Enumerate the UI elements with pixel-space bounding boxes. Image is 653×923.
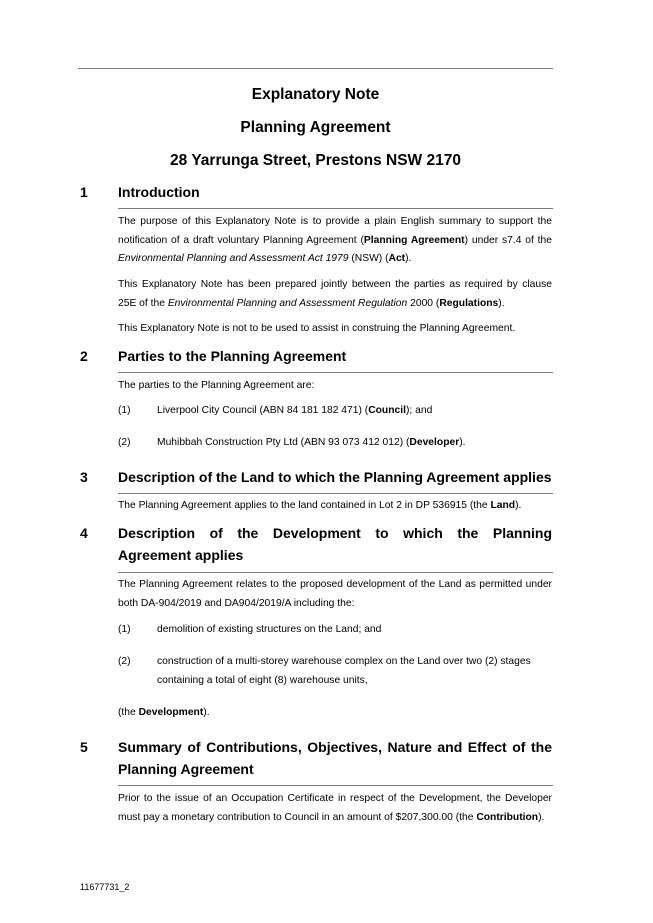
- text-run: Prior to the issue of an Occupation Certificate in respect of the Development, the Developer must pay a monetary contribution to Council in an amount of $207,300.00 (the: [118, 793, 552, 823]
- party-developer: [157, 434, 552, 453]
- text-run: The Planning Agreement applies to the land contained in Lot 2 in DP 536915 (the: [118, 500, 491, 511]
- list-item-number: (2): [118, 437, 131, 448]
- document-title: Explanatory Note: [251, 86, 380, 103]
- top-rule: [78, 68, 553, 69]
- defined-term: Contribution: [476, 811, 539, 823]
- section-4-number: 4: [80, 525, 88, 541]
- defined-term: Planning Agreement: [363, 234, 465, 246]
- section-3-number: 3: [80, 469, 88, 485]
- text-run: ) under s7.4 of the: [464, 234, 552, 246]
- property-address: 28 Yarrunga Street, Prestons NSW 2170: [170, 152, 461, 169]
- section-1-rule: [118, 208, 553, 209]
- section-1-paragraph-2: [118, 276, 552, 313]
- section-5-paragraph: [118, 790, 552, 827]
- section-5-number: 5: [80, 739, 88, 755]
- section-3-paragraph: [118, 497, 552, 516]
- text-run: (NSW) (: [348, 253, 389, 264]
- list-item-number: (1): [118, 405, 131, 416]
- section-2-intro: The parties to the Planning Agreement are:: [118, 380, 315, 391]
- text-run: This Explanatory Note has been prepared jointly between the parties as required by clause 25E of the: [118, 279, 552, 309]
- section-4-title: Description of the Development to which the Planning Agreement applies: [118, 525, 552, 563]
- defined-term: Act: [388, 253, 406, 264]
- section-1-number: 1: [80, 184, 88, 200]
- section-5-rule: [118, 785, 553, 786]
- section-5-title: Summary of Contributions, Objectives, Nature and Effect of the Planning Agreement: [118, 739, 552, 777]
- party-council: [157, 402, 552, 421]
- section-3-title: Description of the Land to which the Planning Agreement applies: [118, 469, 552, 485]
- defined-term: Regulations: [439, 297, 499, 309]
- text-run: (the: [118, 707, 139, 718]
- section-1-paragraph-1: [118, 213, 552, 269]
- act-name: Environmental Planning and Assessment Act 1979: [118, 253, 349, 264]
- text-run: ).: [459, 437, 466, 448]
- section-4-closing: [118, 704, 552, 723]
- text-run: Liverpool City Council (ABN 84 181 182 471) (: [157, 405, 369, 416]
- section-2-title: Parties to the Planning Agreement: [118, 348, 347, 364]
- list-item-number: (1): [118, 624, 131, 635]
- section-2-rule: [118, 372, 553, 373]
- section-1-paragraph-3: This Explanatory Note is not to be used to assist in construing the Planning Agreement.: [118, 323, 516, 334]
- text-run: 2000 (: [407, 297, 440, 309]
- text-run: ); and: [405, 405, 433, 416]
- list-item-number: (2): [118, 656, 131, 667]
- text-run: Muhibbah Construction Pty Ltd (ABN 93 073 412 012) (: [157, 437, 410, 448]
- text-run: ).: [498, 297, 505, 309]
- section-3-rule: [118, 493, 553, 494]
- defined-term: Developer: [409, 437, 460, 448]
- regulation-name: Environmental Planning and Assessment Regulation: [167, 297, 408, 309]
- text-run: ).: [405, 253, 412, 264]
- document-subtitle: Planning Agreement: [240, 119, 391, 136]
- defined-term: Development: [138, 707, 204, 718]
- text-run: ).: [538, 811, 545, 823]
- defined-term: Land: [490, 500, 516, 511]
- section-4-rule: [118, 572, 553, 573]
- defined-term: Council: [368, 405, 406, 416]
- section-4-intro: The Planning Agreement relates to the proposed development of the Land as permitted under both DA-904/2019 and DA904/2019/A including the:: [118, 579, 552, 609]
- text-run: ).: [515, 500, 522, 511]
- text-run: ).: [203, 707, 210, 718]
- development-item-construction: construction of a multi-storey warehouse complex on the Land over two (2) stages containing a total of eight (8) warehouse units,: [157, 656, 531, 686]
- document-reference: 11677731_2: [80, 882, 130, 892]
- section-2-number: 2: [80, 348, 88, 364]
- development-item-demolition: demolition of existing structures on the Land; and: [157, 624, 382, 635]
- text-run: The purpose of this Explanatory Note is to provide a plain English summary to support the notification of a draft voluntary Planning Agreement (: [118, 216, 552, 246]
- section-1-title: Introduction: [118, 184, 200, 200]
